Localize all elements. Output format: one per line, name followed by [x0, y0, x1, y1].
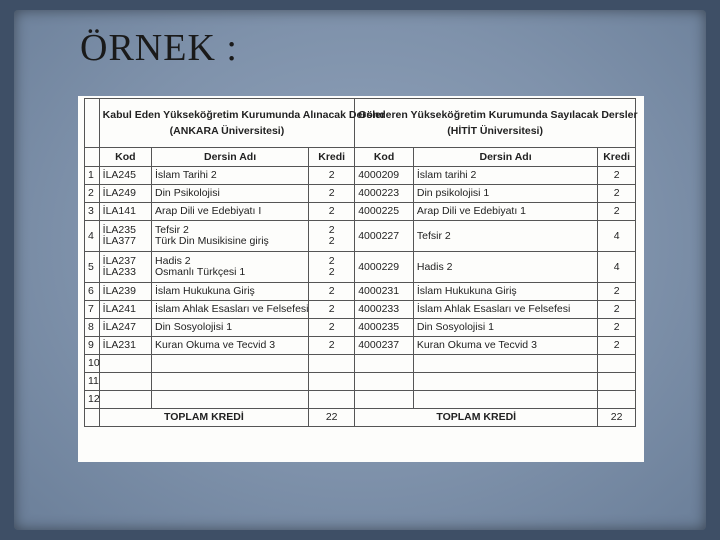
table-row [85, 283, 636, 301]
cell-no [85, 301, 100, 319]
cell-text: 8 [88, 321, 94, 333]
cell-text: İLA141 [102, 205, 136, 217]
right-total-value: 22 [598, 409, 636, 427]
cell-r-ders [413, 203, 597, 221]
table-row [85, 391, 636, 409]
cell-text: 2 [88, 187, 94, 199]
cell-text: 6 [88, 285, 94, 297]
cell-no [85, 373, 100, 391]
cell-r-kredi [598, 167, 636, 185]
cell-text: 2 [328, 285, 335, 297]
cell-l-kredi [309, 252, 355, 283]
cell-text: Tefsir 2 [155, 224, 189, 236]
cell-text: 2 [328, 187, 335, 199]
cell-r-kod [355, 221, 414, 252]
col-header-kredi: Kredi [598, 148, 636, 167]
cell-l-ders [152, 355, 309, 373]
cell-l-kod [99, 301, 151, 319]
right-header-line1: Gönderen Yükseköğretim Kurumunda Sayılacak Dersler [358, 109, 638, 121]
cell-r-kredi [598, 185, 636, 203]
cell-no [85, 221, 100, 252]
cell-text: Din psikolojisi 1 [416, 187, 490, 199]
cell-text: 2 [613, 321, 620, 333]
cell-text: Arap Dili ve Edebiyatı I [155, 205, 262, 217]
cell-l-kod [99, 337, 151, 355]
cell-l-kredi [309, 301, 355, 319]
cell-no [85, 337, 100, 355]
cell-text: Hadis 2 [416, 260, 453, 273]
cell-text: 2 [328, 224, 335, 236]
cell-text: 11 [88, 375, 99, 387]
cell-text: İLA241 [102, 303, 136, 315]
cell-text: 1 [88, 169, 94, 181]
cell-r-ders [413, 391, 597, 409]
cell-r-ders [413, 167, 597, 185]
cell-l-kod [99, 167, 151, 185]
table-row [85, 319, 636, 337]
slide-title: ÖRNEK : [80, 27, 238, 69]
cell-l-kredi [309, 185, 355, 203]
cell-l-kod [99, 319, 151, 337]
table-row [85, 337, 636, 355]
table-row [85, 252, 636, 283]
cell-text: Kuran Okuma ve Tecvid 3 [155, 339, 276, 351]
cell-text-line2: İLA377 [102, 235, 136, 247]
cell-r-kod [355, 283, 414, 301]
cell-r-kod [355, 319, 414, 337]
cell-text: İslam Ahlak Esasları ve Felsefesi [416, 303, 571, 315]
cell-l-kredi [309, 337, 355, 355]
cell-r-kod [355, 252, 414, 283]
cell-text: 4 [613, 260, 620, 273]
cell-l-ders [152, 319, 309, 337]
cell-r-kod [355, 355, 414, 373]
cell-text: Kuran Okuma ve Tecvid 3 [416, 339, 537, 351]
cell-text: 2 [613, 205, 620, 217]
cell-text: 4000235 [358, 321, 400, 333]
cell-l-ders [152, 221, 309, 252]
cell-r-kod [355, 373, 414, 391]
cell-text: Din Sosyolojisi 1 [416, 321, 494, 333]
cell-text: 2 [613, 339, 620, 351]
cell-r-kod [355, 167, 414, 185]
cell-r-ders [413, 319, 597, 337]
table-row [85, 301, 636, 319]
cell-text: İLA247 [102, 321, 136, 333]
cell-text: 4000229 [358, 260, 400, 273]
cell-no [85, 355, 100, 373]
left-institution-header [99, 99, 386, 148]
table-row [85, 167, 636, 185]
right-institution-header [355, 99, 636, 148]
cell-r-kredi [598, 355, 636, 373]
cell-text: İslam Hukukuna Giriş [155, 285, 255, 297]
cell-text: 4 [88, 229, 94, 242]
cell-no [85, 252, 100, 283]
cell-text: 4000227 [358, 229, 400, 242]
cell-text: İLA249 [102, 187, 136, 199]
cell-l-kod [99, 283, 151, 301]
left-total-label: TOPLAM KREDİ [99, 409, 308, 427]
cell-text: İLA231 [102, 339, 136, 351]
cell-text: 2 [328, 321, 335, 333]
cell-text: 2 [328, 339, 335, 351]
cell-text: İLA237 [102, 255, 136, 267]
cell-text: 4000233 [358, 303, 400, 315]
cell-text-line2: 2 [328, 266, 335, 278]
cell-r-kod [355, 301, 414, 319]
cell-text: Arap Dili ve Edebiyatı 1 [416, 205, 527, 217]
cell-text: 2 [613, 187, 620, 199]
course-equivalence-table [84, 98, 636, 427]
cell-l-ders [152, 337, 309, 355]
right-total-label: TOPLAM KREDİ [355, 409, 598, 427]
cell-text: 2 [328, 303, 335, 315]
cell-text: 2 [328, 169, 335, 181]
cell-text-line2: Türk Din Musikisine giriş [155, 235, 269, 247]
cell-no [85, 185, 100, 203]
cell-no [85, 167, 100, 185]
cell-text: 2 [613, 285, 620, 297]
cell-text: İslam Tarihi 2 [155, 169, 217, 181]
cell-text: İLA245 [102, 169, 136, 181]
table-row [85, 185, 636, 203]
cell-r-kredi [598, 221, 636, 252]
left-header-line1: Kabul Eden Yükseköğretim Kurumunda Alınacak Dersler [102, 109, 386, 121]
cell-l-kredi [309, 373, 355, 391]
table-row [85, 203, 636, 221]
cell-r-kredi [598, 373, 636, 391]
cell-r-ders [413, 301, 597, 319]
cell-text: 4000237 [358, 339, 400, 351]
cell-text: 5 [88, 260, 94, 273]
cell-text-line2: 2 [328, 235, 335, 247]
cell-l-kredi [309, 391, 355, 409]
cell-r-kredi [598, 337, 636, 355]
cell-r-kredi [598, 319, 636, 337]
cell-l-ders [152, 167, 309, 185]
cell-text: 4000231 [358, 285, 400, 297]
cell-r-kod [355, 185, 414, 203]
cell-l-ders [152, 301, 309, 319]
cell-r-kod [355, 391, 414, 409]
cell-r-kredi [598, 203, 636, 221]
cell-r-kod [355, 337, 414, 355]
cell-text: 2 [328, 205, 335, 217]
cell-r-kod [355, 203, 414, 221]
cell-r-kredi [598, 283, 636, 301]
cell-text: Hadis 2 [155, 255, 191, 267]
cell-r-ders [413, 355, 597, 373]
cell-text: 4000225 [358, 205, 400, 217]
cell-text: 2 [328, 255, 335, 267]
cell-l-kod [99, 252, 151, 283]
cell-l-kredi [309, 221, 355, 252]
cell-r-ders [413, 185, 597, 203]
cell-text: Tefsir 2 [416, 229, 451, 242]
cell-l-kredi [309, 203, 355, 221]
table-row [85, 221, 636, 252]
cell-text: 4000223 [358, 187, 400, 199]
col-header-kod: Kod [99, 148, 151, 167]
left-total-value: 22 [309, 409, 355, 427]
cell-no [85, 319, 100, 337]
cell-r-kredi [598, 252, 636, 283]
cell-l-kod [99, 221, 151, 252]
right-header-line2: (HİTİT Üniversitesi) [447, 125, 543, 137]
cell-text: 2 [613, 303, 620, 315]
cell-l-ders [152, 391, 309, 409]
cell-text: 9 [88, 339, 94, 351]
cell-l-ders [152, 252, 309, 283]
scanned-document [78, 96, 644, 462]
col-header-kod: Kod [355, 148, 414, 167]
col-header-kredi: Kredi [309, 148, 355, 167]
cell-text: 3 [88, 205, 94, 217]
cell-text: 7 [88, 303, 94, 315]
cell-l-kod [99, 355, 151, 373]
cell-text: İLA239 [102, 285, 136, 297]
cell-l-ders [152, 373, 309, 391]
cell-l-ders [152, 283, 309, 301]
cell-text-line2: Osmanlı Türkçesi 1 [155, 266, 246, 278]
cell-l-kredi [309, 283, 355, 301]
col-header-ders: Dersin Adı [152, 148, 309, 167]
cell-r-ders [413, 252, 597, 283]
cell-l-kod [99, 203, 151, 221]
cell-l-ders [152, 185, 309, 203]
cell-text: İslam Ahlak Esasları ve Felsefesi [155, 303, 309, 315]
col-header-ders: Dersin Adı [413, 148, 597, 167]
cell-text-line2: İLA233 [102, 266, 136, 278]
cell-no [85, 203, 100, 221]
cell-l-kod [99, 373, 151, 391]
cell-text: İslam tarihi 2 [416, 169, 477, 181]
table-row [85, 355, 636, 373]
cell-text: 4 [613, 229, 620, 242]
cell-r-kredi [598, 391, 636, 409]
cell-no [85, 283, 100, 301]
cell-r-ders [413, 373, 597, 391]
cell-text: İLA235 [102, 224, 136, 236]
cell-text: 2 [613, 169, 620, 181]
table-row [85, 373, 636, 391]
cell-r-ders [413, 283, 597, 301]
cell-l-kredi [309, 319, 355, 337]
cell-text: İslam Hukukuna Giriş [416, 285, 517, 297]
cell-text: Din Sosyolojisi 1 [155, 321, 233, 333]
cell-l-kredi [309, 167, 355, 185]
cell-r-ders [413, 337, 597, 355]
left-header-line2: (ANKARA Üniversitesi) [169, 125, 285, 137]
cell-r-ders [413, 221, 597, 252]
cell-l-kod [99, 185, 151, 203]
cell-no [85, 391, 100, 409]
cell-l-ders [152, 203, 309, 221]
cell-r-kredi [598, 301, 636, 319]
cell-text: 10 [88, 357, 100, 369]
cell-text: 12 [88, 393, 100, 405]
cell-text: 4000209 [358, 169, 400, 181]
cell-text: Din Psikolojisi [155, 187, 220, 199]
cell-l-kredi [309, 355, 355, 373]
cell-l-kod [99, 391, 151, 409]
